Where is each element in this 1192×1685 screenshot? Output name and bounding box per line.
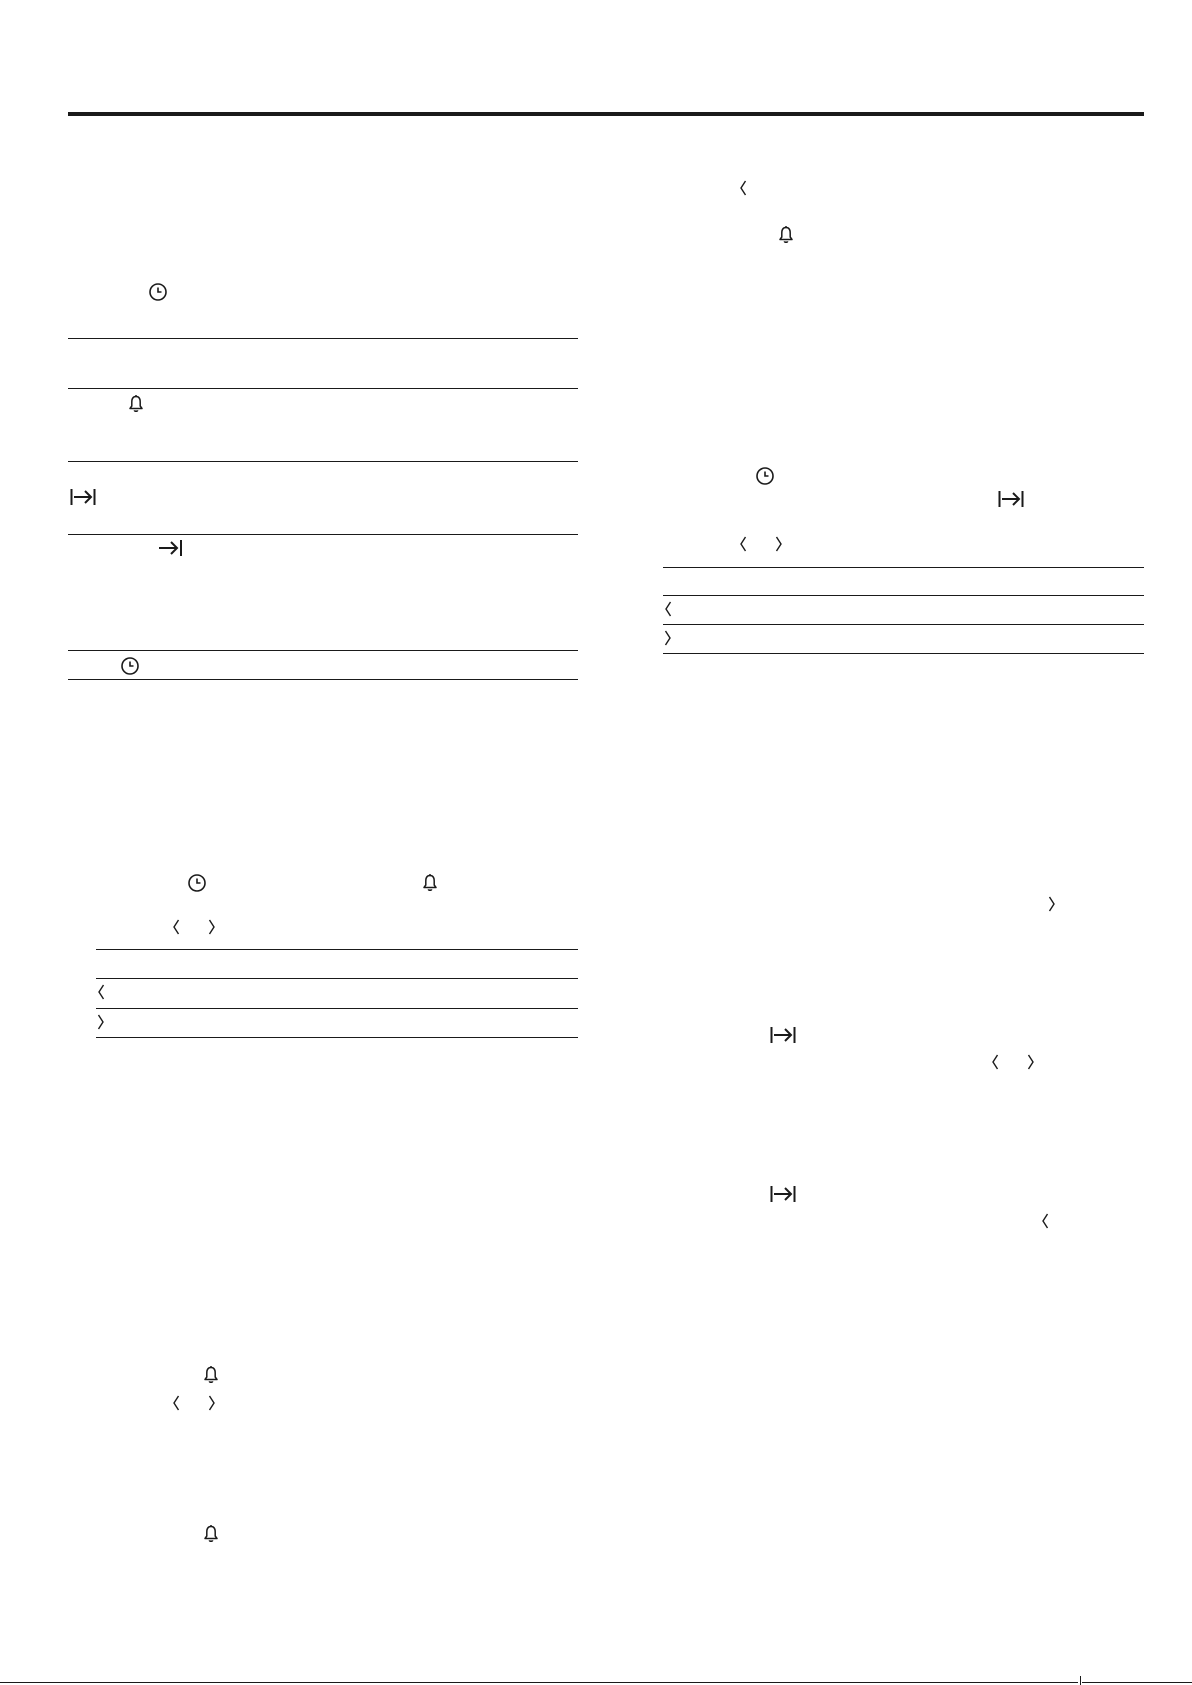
bell-icon xyxy=(125,393,147,415)
bell-icon xyxy=(419,872,441,894)
table-top-rule xyxy=(68,338,578,339)
chevron-left-icon xyxy=(663,600,673,618)
table-header-rule xyxy=(68,388,578,389)
page-footer-tick xyxy=(1080,1676,1081,1685)
chevron-left-icon xyxy=(990,1053,1000,1071)
chevron-left-icon xyxy=(738,535,748,553)
table-row-rule xyxy=(68,461,578,462)
chevron-right-icon xyxy=(207,918,217,936)
arrow-to-bar-icon xyxy=(156,537,184,559)
page-footer-rule xyxy=(0,1682,1078,1683)
chevron-left-icon xyxy=(738,179,748,197)
chevron-right-icon xyxy=(207,1394,217,1412)
bar-arrow-bar-icon xyxy=(769,1183,797,1205)
chevron-right-icon xyxy=(96,1013,106,1031)
chevron-left-icon xyxy=(171,1394,181,1412)
table-row-rule xyxy=(68,650,578,651)
table-header-rule xyxy=(96,978,578,979)
page-footer-rule-right xyxy=(1082,1682,1192,1683)
table-bottom-rule xyxy=(96,1037,578,1038)
chevron-left-icon xyxy=(171,918,181,936)
bar-arrow-bar-icon xyxy=(997,488,1025,510)
bar-arrow-bar-icon xyxy=(69,486,97,508)
clock-icon xyxy=(754,465,776,487)
clock-icon xyxy=(147,281,169,303)
chevron-right-icon xyxy=(1047,895,1057,913)
bell-icon xyxy=(200,1523,222,1545)
table-top-rule xyxy=(96,949,578,950)
bell-icon xyxy=(200,1364,222,1386)
table-header-rule xyxy=(663,595,1144,596)
chevron-right-icon xyxy=(1026,1053,1036,1071)
table-top-rule xyxy=(663,567,1144,568)
clock-icon xyxy=(186,872,208,894)
chevron-right-icon xyxy=(774,535,784,553)
chevron-left-icon xyxy=(96,983,106,1001)
clock-icon xyxy=(119,655,141,677)
page-header-rule xyxy=(68,112,1144,116)
table-bottom-rule xyxy=(68,679,578,680)
bell-icon xyxy=(775,224,797,246)
chevron-left-icon xyxy=(1040,1212,1050,1230)
bar-arrow-bar-icon xyxy=(769,1024,797,1046)
chevron-right-icon xyxy=(663,629,673,647)
table-row-rule xyxy=(663,624,1144,625)
table-row-rule xyxy=(96,1008,578,1009)
table-row-rule xyxy=(68,534,578,535)
table-bottom-rule xyxy=(663,653,1144,654)
